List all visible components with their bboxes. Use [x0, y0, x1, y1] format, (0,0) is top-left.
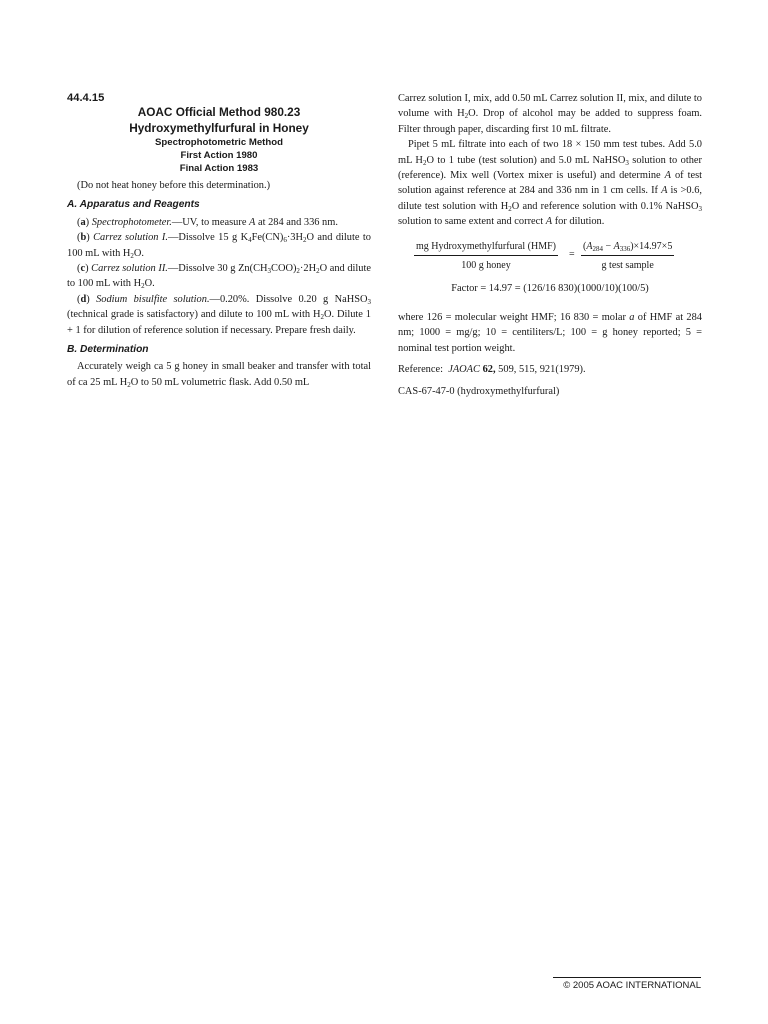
first-action: First Action 1980: [180, 150, 258, 161]
section-a-heading: A. Apparatus and Reagents: [67, 199, 200, 211]
factor-equation: Factor = 14.97 = (126/16 830)(1000/10)(100/5): [451, 282, 649, 294]
section-b-heading: B. Determination: [67, 344, 149, 356]
item-d-bisulfite: (d) Sodium bisulfite solution.—0.20%. Dissolve 0.20 g NaHSO$_3$ (technical grade is satisfactory) and dilute to 100 mL with $H_2O$. Dilute 1 + 1 for dilution of reference solution if necessary. Prepare fresh daily.: [67, 293, 371, 336]
formula-rhs: [581, 239, 674, 274]
left-column: [67, 91, 371, 390]
section-number: 44.4.15: [67, 92, 105, 104]
determination-para-1-cont: Carrez solution I, mix, add 0.50 mL Carrez solution II, mix, and dilute to volume with $H_2O$. Drop of alcohol may be added to suppress foam. Filter through paper, discarding first 10 mL filtrate.: [398, 93, 703, 135]
method-title: AOAC Official Method 980.23: [137, 105, 301, 119]
formula-equals: =: [569, 248, 575, 260]
copyright-footer: © 2005 AOAC INTERNATIONAL: [553, 977, 701, 991]
final-action: Final Action 1983: [179, 163, 259, 174]
method-analyte: Hydroxymethylfurfural in Honey: [129, 120, 309, 135]
cas-number: CAS-67-47-0 (hydroxymethylfurfural): [398, 385, 560, 397]
determination-para-2: Pipet 5 mL filtrate into each of two 18 × 150 mm test tubes. Add 5.0 mL $H_2O$ to 1 tube (test solution) and 5.0 mL NaHSO$_3$ solution to other (reference). Mix well (Vortex mixer is useful) and determine A of test solution against reference at 284 and 336 nm in 1 cm cells. If A is >0.6, dilute test solution with $H_2O$ and reference solution with 0.1% NaHSO$_3$ solution to same extent and correct A for dilution.: [398, 139, 703, 228]
formula-lhs-numerator: mg Hydroxymethylfurfural (HMF): [414, 239, 558, 256]
formula-lhs-denominator: 100 g honey: [461, 260, 511, 272]
item-c-carrez-2: (c) Carrez solution II.—Dissolve 30 g $Zn(CH_3COO)_2\cdot 2H_2O$ and dilute to 100 mL with $H_2O$.: [67, 263, 371, 291]
item-a-spectrophotometer: (a) Spectrophotometer.—UV, to measure A at 284 and 336 nm.: [77, 216, 338, 228]
method-name: Spectrophotometric Method: [155, 137, 283, 148]
hmf-formula: [398, 239, 702, 273]
item-b-carrez-1: (b) Carrez solution I.—Dissolve 15 g $K_4Fe(CN)_6\cdot 3H_2O$ and dilute to 100 mL with $H_2O$.: [67, 232, 371, 260]
right-column: [398, 91, 702, 399]
formula-rhs-numerator: $(A_{284} - A_{336})\times 14.97\times 5$: [581, 239, 674, 256]
formula-rhs-denominator: g test sample: [601, 260, 654, 272]
where-definitions: where 126 = molecular weight HMF; 16 830 = molar a of HMF at 284 nm; 1000 = mg/g; 10 = centiliters/L; 100 = g honey reported; 5 = nominal test portion weight.: [398, 312, 703, 354]
formula-lhs: [414, 239, 558, 274]
reference-citation: Reference: JAOAC 62, 509, 515, 921(1979).: [398, 364, 586, 376]
heating-note: (Do not heat honey before this determination.): [77, 180, 271, 191]
determination-para-1-start: Accurately weigh ca 5 g honey in small beaker and transfer with total of ca 25 mL $H_2O$ to 50 mL volumetric flask. Add 0.50 mL: [67, 361, 371, 389]
